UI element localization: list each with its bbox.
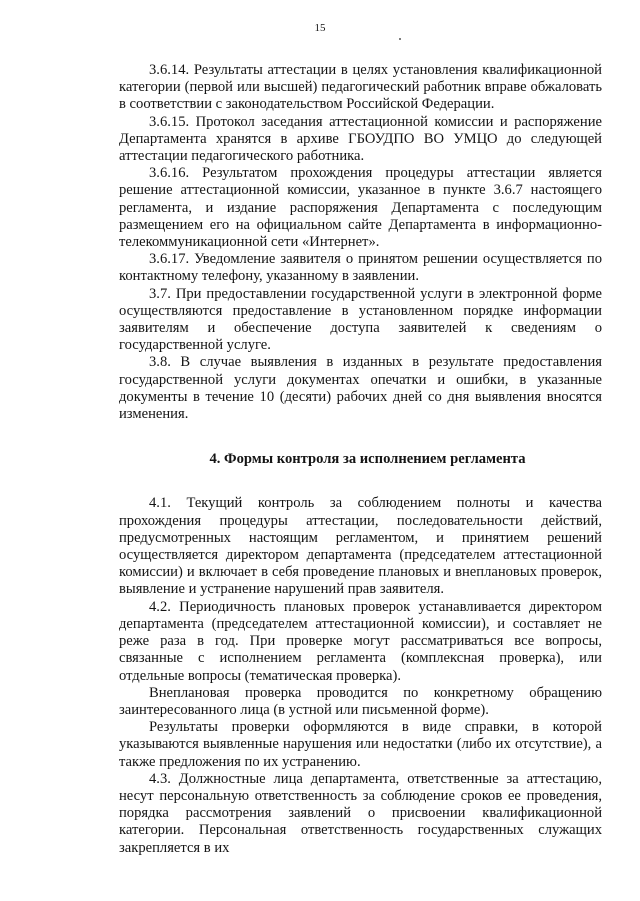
paragraph-3-6-15: 3.6.15. Протокол заседания аттестационной комиссии и распоряжение Департамента хранятся в архиве ГБОУДПО ВО УМЦО до следующей аттестации педагогического работника. — [119, 113, 602, 165]
paragraph-4-3: 4.3. Должностные лица департамента, ответственные за аттестацию, несут персональную ответственность за соблюдение сроков ее проведения, порядка рассмотрения заявлений о присвоении квалификационной категории. Персональная ответственность государственных служащих закрепляется в их — [119, 770, 602, 856]
paragraph-3-6-17: 3.6.17. Уведомление заявителя о принятом решении осуществляется по контактному телефону, указанному в заявлении. — [119, 251, 602, 285]
paragraph-3-8: 3.8. В случае выявления в изданных в результате предоставления государственной услуги документах опечатки и ошибки, в указанные документы в течение 10 (десяти) рабочих дней со дня выявления вносятся изменения. — [119, 354, 602, 423]
page-number: 15 — [314, 22, 326, 34]
paragraph-4-2: 4.2. Периодичность плановых проверок устанавливается директором департамента (председателем аттестационной комиссии), и составляет не реже раза в год. При проверке могут рассматриваться все вопросы, связанные с исполнением регламента (комплексная проверка), или отдельные вопросы (тематическая проверка). — [119, 598, 602, 684]
document-body — [119, 62, 602, 857]
paragraph-unscheduled-inspection: Внеплановая проверка проводится по конкретному обращению заинтересованного лица (в устной или письменной форме). — [119, 684, 602, 718]
paragraph-3-7: 3.7. При предоставлении государственной услуги в электронной форме осуществляются предоставление в установленном порядке информации заявителям и обеспечение доступа заявителей к сведениям о государственной услуге. — [119, 285, 602, 354]
paragraph-3-6-14: 3.6.14. Результаты аттестации в целях установления квалификационной категории (первой или высшей) педагогический работник вправе обжаловать в соответствии с законодательством Российской Федерации. — [119, 62, 602, 113]
section-heading: 4. Формы контроля за исполнением регламента — [209, 451, 526, 468]
paragraph-inspection-results: Результаты проверки оформляются в виде справки, в которой указываются выявленные нарушения или недостатки (либо их отсутствие), а также предложения по их устранению. — [119, 719, 602, 770]
paragraph-3-6-16: 3.6.16. Результатом прохождения процедуры аттестации является решение аттестационной комиссии, указанное в пункте 3.6.7 настоящего регламента, и издание распоряжения Департамента с последующим размещением его на официальном сайте Департамента в информационно-телекоммуникационной сети «Интернет». — [119, 165, 602, 251]
paragraph-4-1: 4.1. Текущий контроль за соблюдением полноты и качества прохождения процедуры аттестации, последовательности действий, предусмотренных настоящим регламентом, и принятием решений осуществляется директором департамента (председателем аттестационной комиссии) и включает в себя проведение плановых и внеплановых проверок, выявление и устранение нарушений прав заявителя. — [119, 495, 602, 598]
scan-speck — [399, 38, 401, 40]
